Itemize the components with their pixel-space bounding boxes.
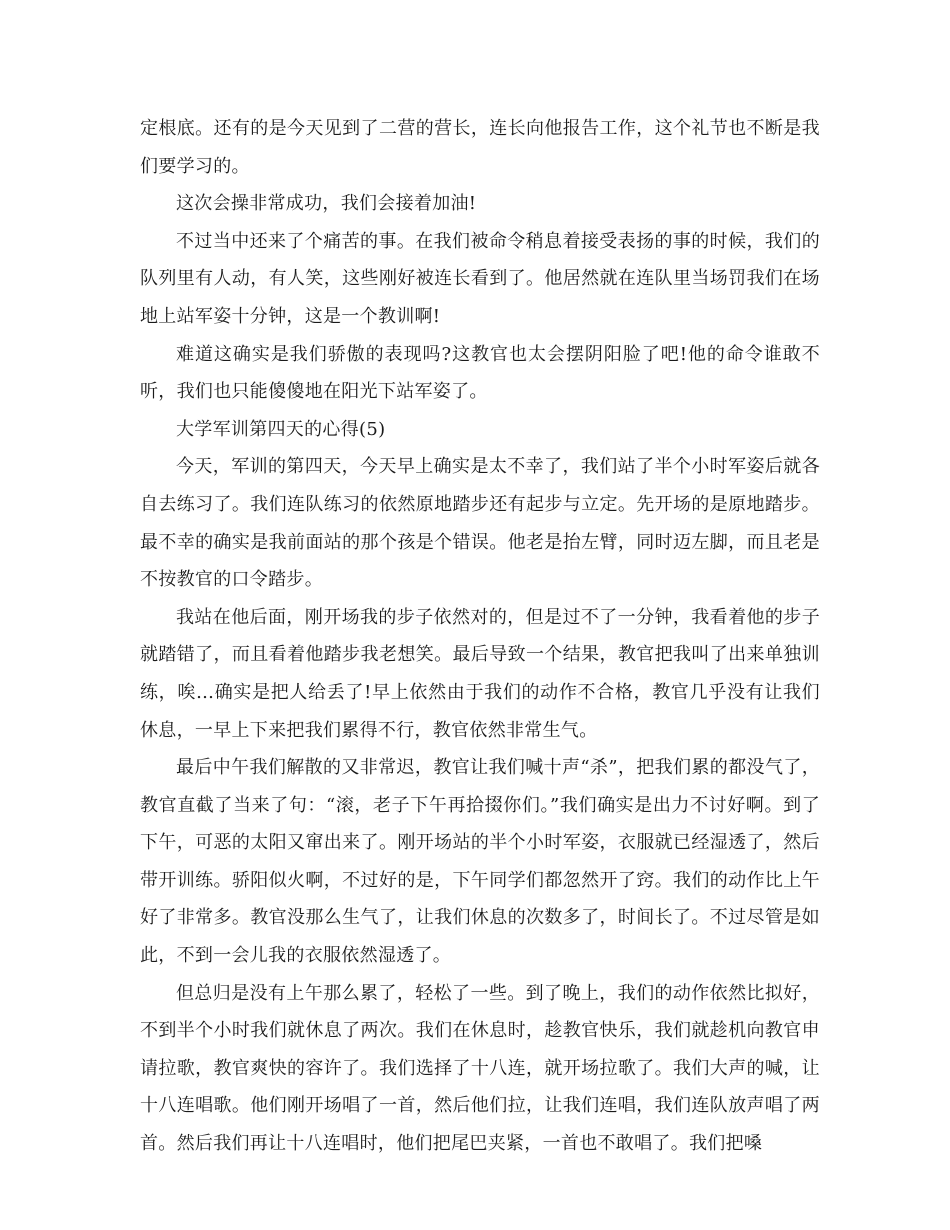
paragraph-6: 我站在他后面，刚开场我的步子依然对的，但是过不了一分钟，我看着他的步子就踏错了，而且看着他踏步我老想笑。最后导致一个结果，教官把我叫了出来单独训练，唉…确实是把人给丢了!早上依然由于我们的动作不合格，教官几乎没有让我们休息，一早上下来把我们累得不行，教官依然非常生气。	[140, 606, 820, 741]
paragraph-2: 这次会操非常成功，我们会接着加油!	[176, 193, 477, 215]
section-heading: 大学军训第四天的心得(5)	[176, 418, 386, 440]
paragraph-5: 今天，军训的第四天，今天早上确实是太不幸了，我们站了半个小时军姿后就各自去练习了。我们连队练习的依然原地踏步还有起步与立定。先开场的是原地踏步。最不幸的确实是我前面站的那个孩是个错误。他老是抬左臂，同时迈左脚，而且老是不按教官的口令踏步。	[140, 456, 820, 591]
document-body	[140, 110, 820, 1163]
paragraph-1: 定根底。还有的是今天见到了二营的营长，连长向他报告工作，这个礼节也不断是我们要学习的。	[140, 118, 820, 177]
paragraph-8: 但总归是没有上午那么累了，轻松了一些。到了晚上，我们的动作依然比拟好，不到半个小时我们就休息了两次。我们在休息时，趁教官快乐，我们就趁机向教官申请拉歌，教官爽快的容许了。我们选择了十八连，就开场拉歌了。我们大声的喊，让十八连唱歌。他们刚开场唱了一首，然后他们拉，让我们连唱，我们连队放声唱了两首。然后我们再让十八连唱时，他们把尾巴夹紧，一首也不敢唱了。我们把嗓	[140, 982, 820, 1155]
paragraph-7: 最后中午我们解散的又非常迟，教官让我们喊十声“杀”，把我们累的都没气了，教官直截了当来了句：“滚，老子下午再拾掇你们。”我们确实是出力不讨好啊。到了下午，可恶的太阳又窜出来了。刚开场站的半个小时军姿，衣服就已经湿透了，然后带开训练。骄阳似火啊，不过好的是，下午同学们都忽然开了窍。我们的动作比上午好了非常多。教官没那么生气了，让我们休息的次数多了，时间长了。不过尽管是如此，不到一会儿我的衣服依然湿透了。	[140, 757, 820, 967]
paragraph-3: 不过当中还来了个痛苦的事。在我们被命令稍息着接受表扬的事的时候，我们的队列里有人动，有人笑，这些刚好被连长看到了。他居然就在连队里当场罚我们在场地上站军姿十分钟，这是一个教训啊!	[140, 230, 820, 327]
paragraph-4: 难道这确实是我们骄傲的表现吗?这教官也太会摆阴阳脸了吧!他的命令谁敢不听，我们也只能傻傻地在阳光下站军姿了。	[140, 343, 820, 403]
